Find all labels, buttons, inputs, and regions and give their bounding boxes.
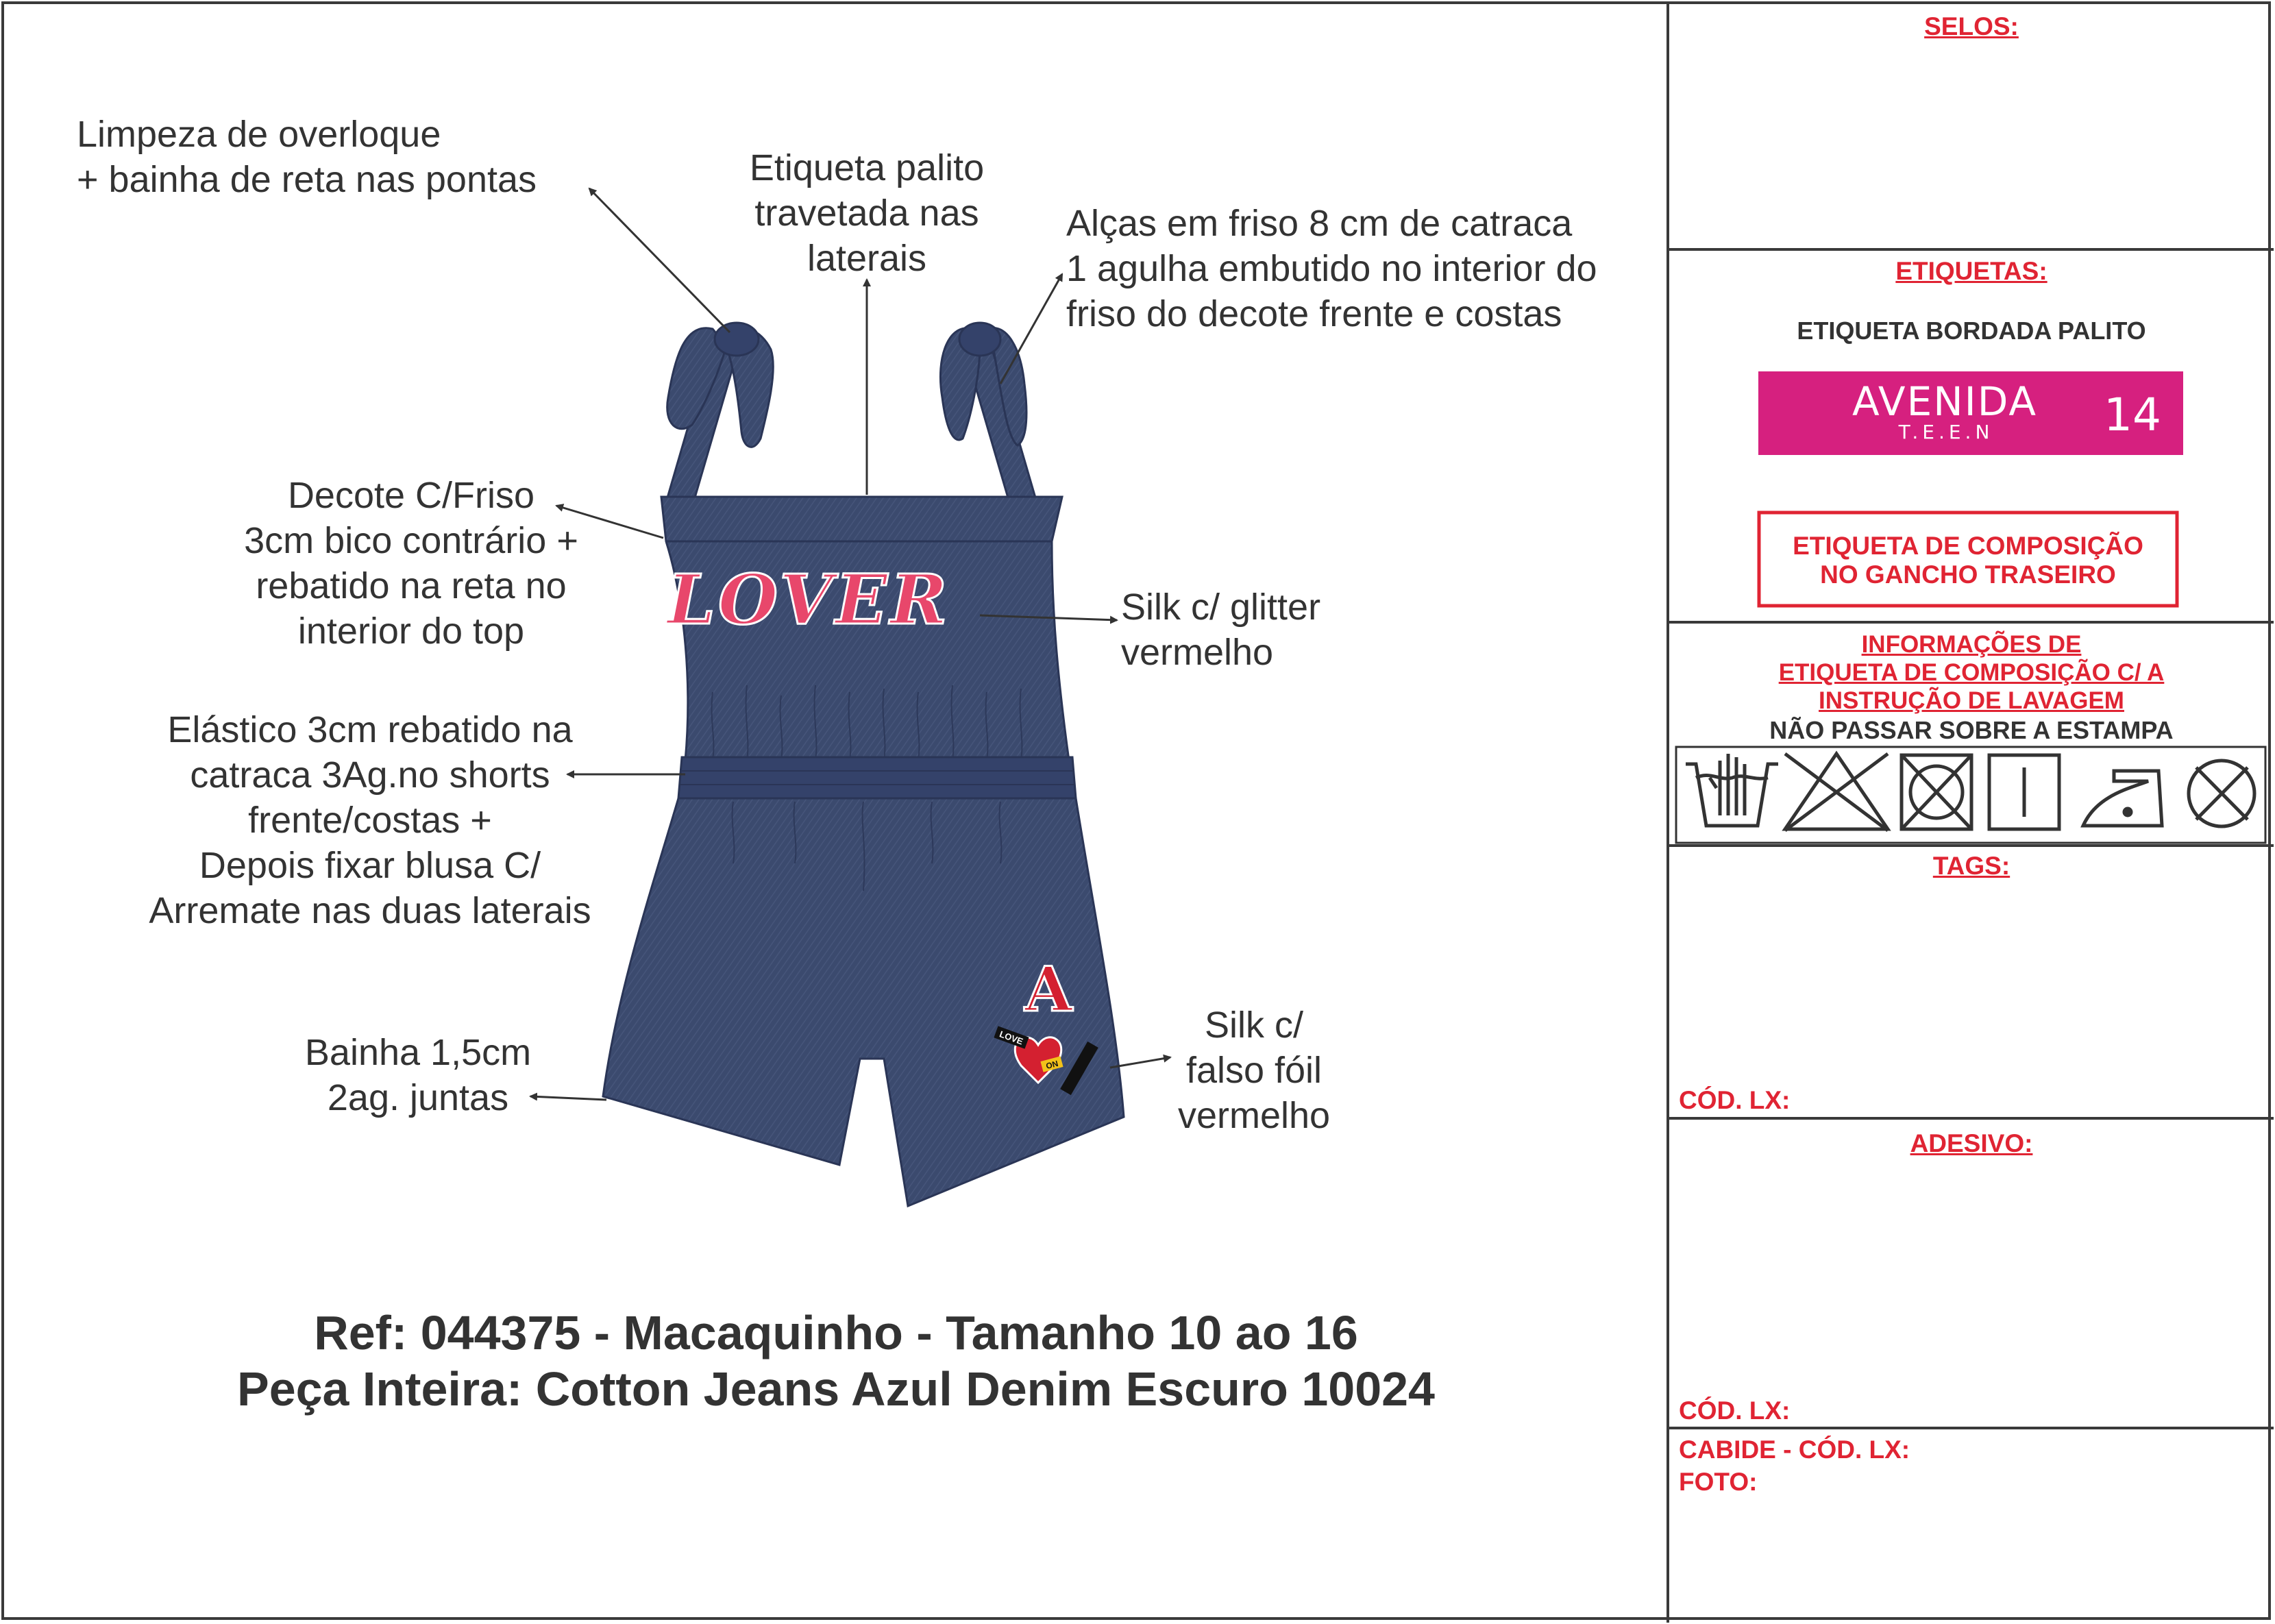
do-not-tumble-dry-icon xyxy=(1902,755,1971,829)
annotation-limpeza: Limpeza de overloque + bainha de reta nas pontas xyxy=(77,114,537,200)
adesivo-heading: ADESIVO: xyxy=(1910,1129,2033,1157)
drip-dry-icon xyxy=(1989,755,2059,829)
annotation-alcas: Alças em friso 8 cm de catraca 1 agulha embutido no interior do friso do decote frente e costas xyxy=(1066,203,1597,334)
nao-passar-label: NÃO PASSAR SOBRE A ESTAMPA xyxy=(1769,716,2174,744)
svg-text:LOVE: LOVE xyxy=(998,1029,1025,1047)
left-strap xyxy=(665,323,773,507)
etiqueta-bordada-label: ETIQUETA BORDADA PALITO xyxy=(1797,317,2146,345)
etiquetas-heading: ETIQUETAS: xyxy=(1895,257,2048,285)
svg-text:ON: ON xyxy=(1044,1058,1059,1072)
cod-lx-tags: CÓD. LX: xyxy=(1679,1086,1791,1114)
svg-text:T.E.E.N: T.E.E.N xyxy=(1898,421,1994,443)
annotation-elastico: Elástico 3cm rebatido na catraca 3Ag.no shorts frente/costas + Depois fixar blusa C/ Arremate nas duas laterais xyxy=(149,709,591,931)
informacoes-heading: INFORMAÇÕES DE ETIQUETA DE COMPOSIÇÃO C/ A INSTRUÇÃO DE LAVAGEM xyxy=(1778,631,2165,714)
do-not-bleach-icon xyxy=(1785,754,1888,831)
annotation-bainha: Bainha 1,5cm 2ag. juntas xyxy=(304,1032,532,1118)
brand-label xyxy=(1758,371,2183,455)
annotation-etiqueta-palito: Etiqueta palito travetada nas laterais xyxy=(749,147,985,279)
reference-line-1: Ref: 044375 - Macaquinho - Tamanho 10 ao 16 xyxy=(314,1306,1358,1360)
foto-label: FOTO: xyxy=(1679,1468,1758,1496)
reference-line-2: Peça Inteira: Cotton Jeans Azul Denim Escuro 10024 xyxy=(237,1362,1435,1416)
svg-text:14: 14 xyxy=(2104,389,2161,441)
svg-text:AVENIDA: AVENIDA xyxy=(1852,378,2038,425)
right-strap xyxy=(940,323,1038,507)
lover-print: LOVER xyxy=(667,559,950,640)
do-not-dry-clean-icon xyxy=(2189,761,2254,826)
annotation-silk-glitter: Silk c/ glitter vermelho xyxy=(1121,587,1321,673)
tags-heading: TAGS: xyxy=(1932,852,2010,880)
hand-wash-icon xyxy=(1686,754,1778,826)
waistband xyxy=(678,757,1076,798)
svg-text:A: A xyxy=(1024,953,1072,1026)
annotation-decote: Decote C/Friso 3cm bico contrário + rebatido na reta no interior do top xyxy=(244,475,578,652)
cabide-label: CABIDE - CÓD. LX: xyxy=(1679,1436,1910,1464)
cod-lx-adesivo: CÓD. LX: xyxy=(1679,1397,1791,1425)
selos-heading: SELOS: xyxy=(1924,12,2019,40)
composicao-text: ETIQUETA DE COMPOSIÇÃO NO GANCHO TRASEIRO xyxy=(1793,532,2143,589)
annotation-silk-foil: Silk c/ falso fóil vermelho xyxy=(1177,1005,1331,1136)
iron-low-icon xyxy=(2083,771,2162,826)
